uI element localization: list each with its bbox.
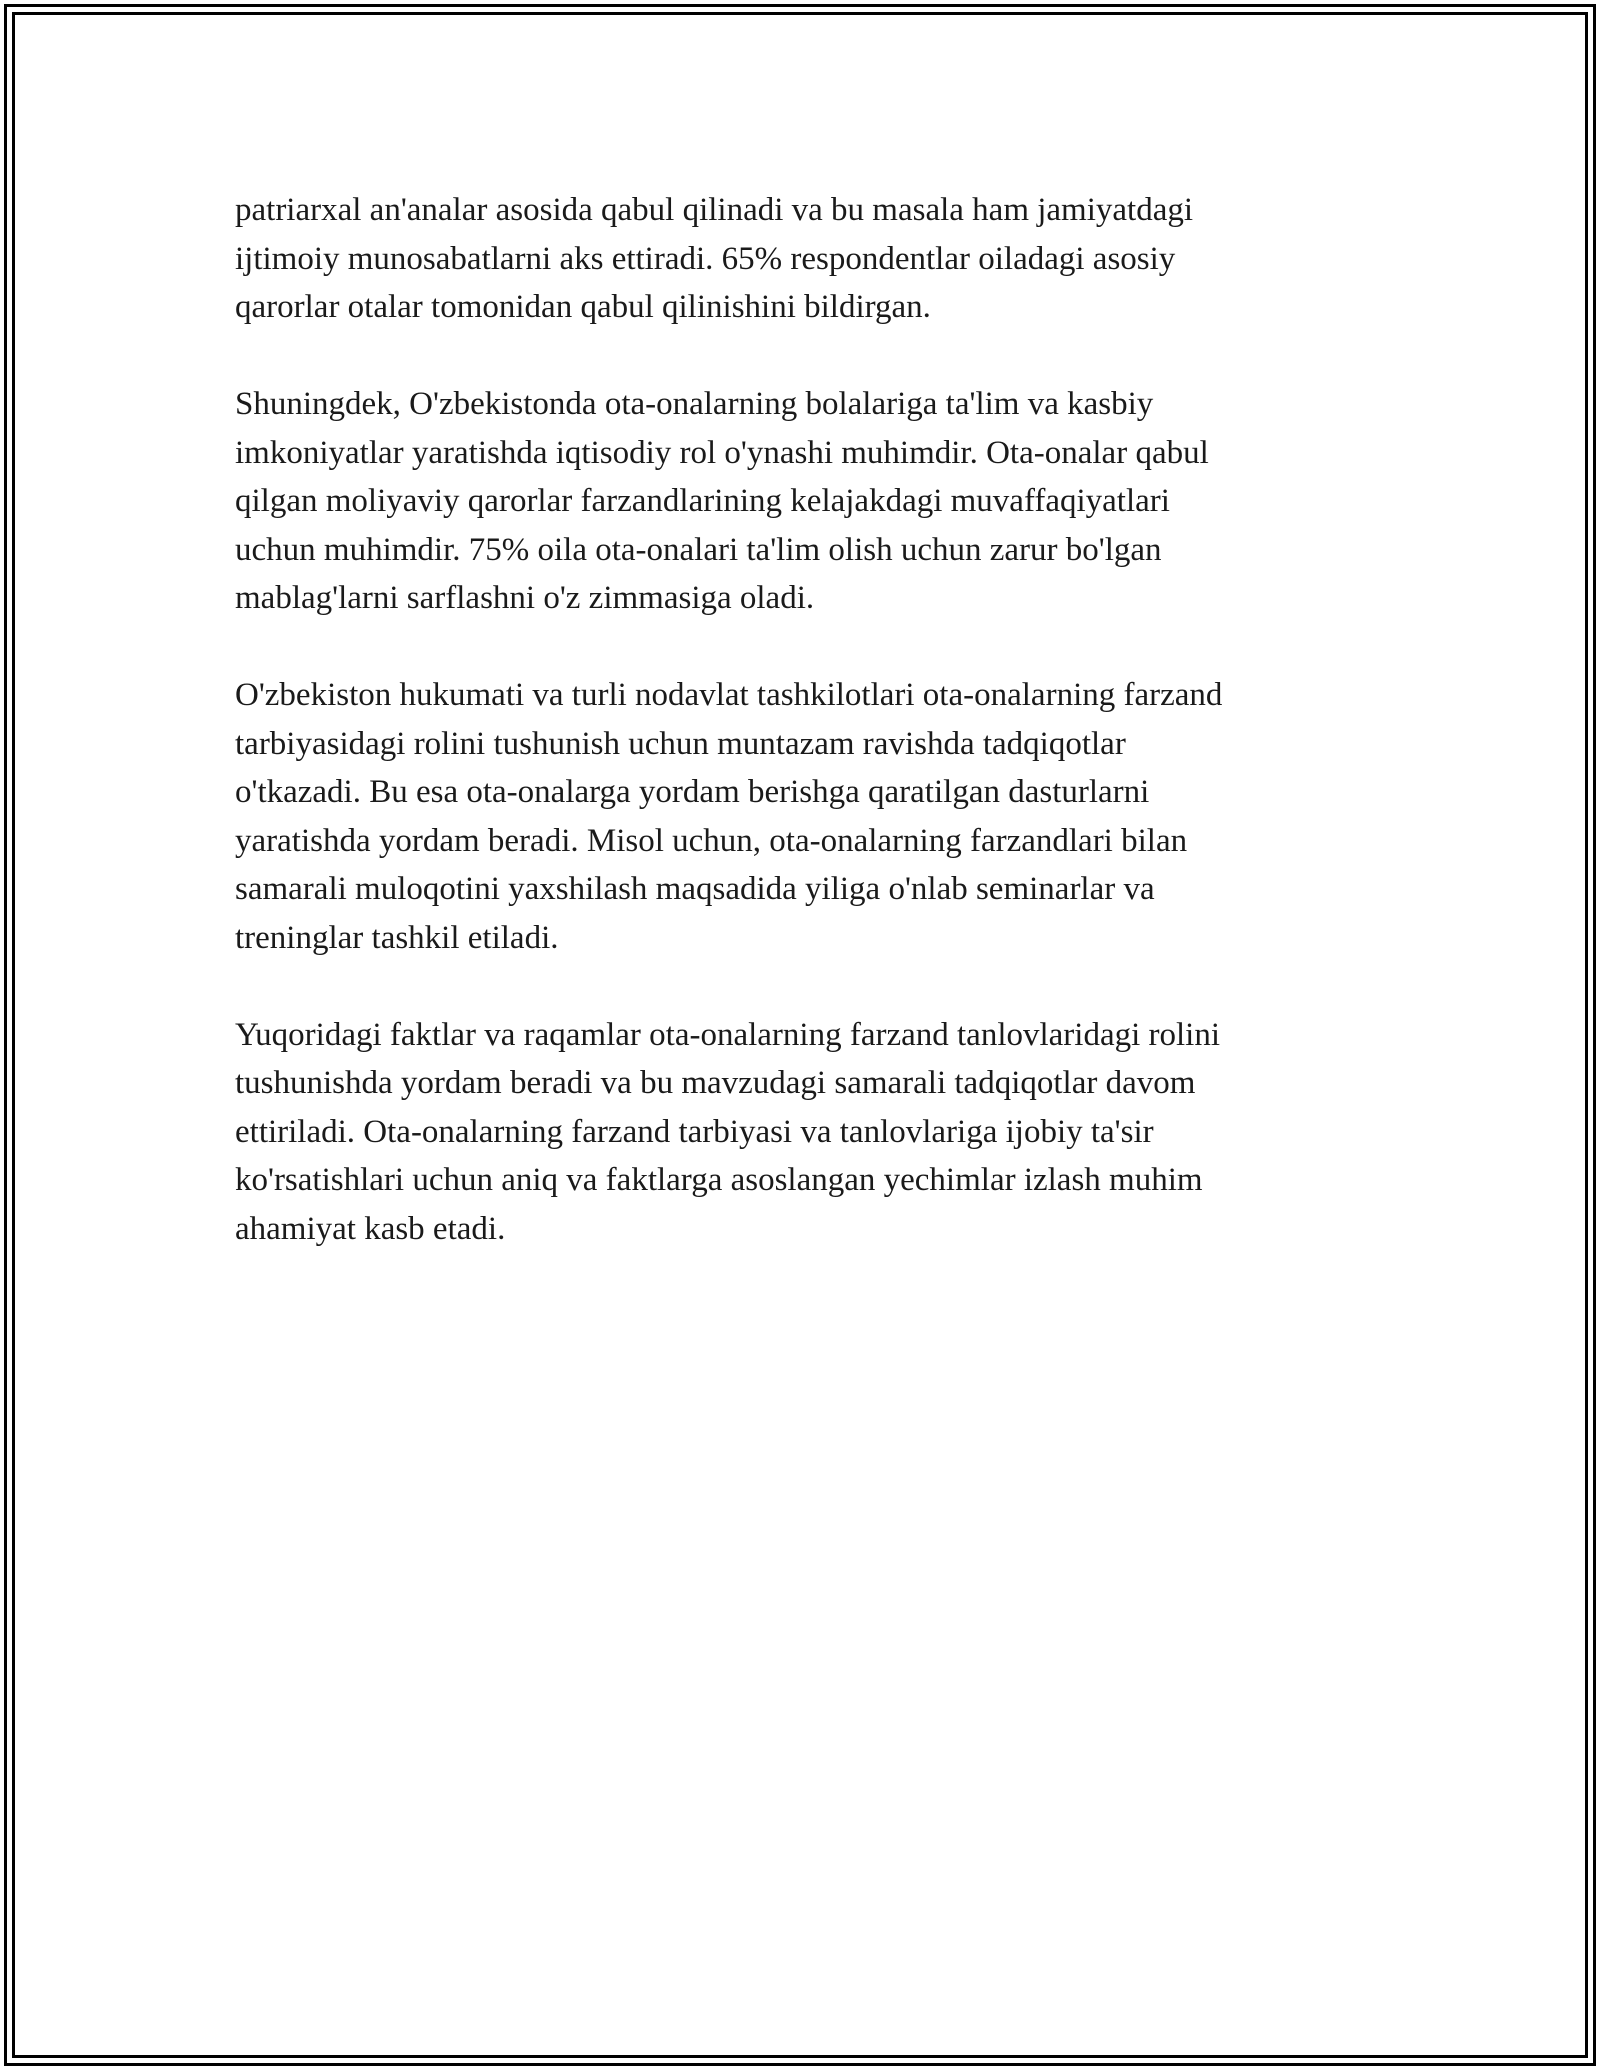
document-body <box>235 186 1375 1302</box>
paragraph-2: Shuningdek, O'zbekistonda ota-onalarning bolalariga ta'lim va kasbiy imkoniyatlar yaratishda iqtisodiy rol o'ynashi muhimdir. Ota-onalar qabul qilgan moliyaviy qarorlar farzandlarining kelajakdagi muvaffaqiyatlari uchun muhimdir. 75% oila ota-onalari ta'lim olish uchun zarur bo'lgan mablag'larni sarflashni o'z zimmasiga oladi. <box>235 386 1209 616</box>
paragraph-4: Yuqoridagi faktlar va raqamlar ota-onalarning farzand tanlovlaridagi rolini tushunishda yordam beradi va bu mavzudagi samarali tadqiqotlar davom ettiriladi. Ota-onalarning farzand tarbiyasi va tanlovlariga ijobiy ta'sir ko'rsatishlari uchun aniq va faktlarga asoslangan yechimlar izlash muhim ahamiyat kasb etadi. <box>235 1016 1221 1247</box>
paragraph-1: patriarxal an'analar asosida qabul qilinadi va bu masala ham jamiyatdagi ijtimoiy munosabatlarni aks ettiradi. 65% respondentlar oiladagi asosiy qarorlar otalar tomonidan qabul qilinishini bildirgan. <box>235 192 1194 325</box>
paragraph-3: O'zbekiston hukumati va turli nodavlat tashkilotlari ota-onalarning farzand tarbiyasidagi rolini tushunish uchun muntazam ravishda tadqiqotlar o'tkazadi. Bu esa ota-onalarga yordam berishga qaratilgan dasturlarni yaratishda yordam beradi. Misol uchun, ota-onalarning farzandlari bilan samarali muloqotini yaxshilash maqsadida yiliga o'nlab seminarlar va treninglar tashkil etiladi. <box>235 677 1223 956</box>
